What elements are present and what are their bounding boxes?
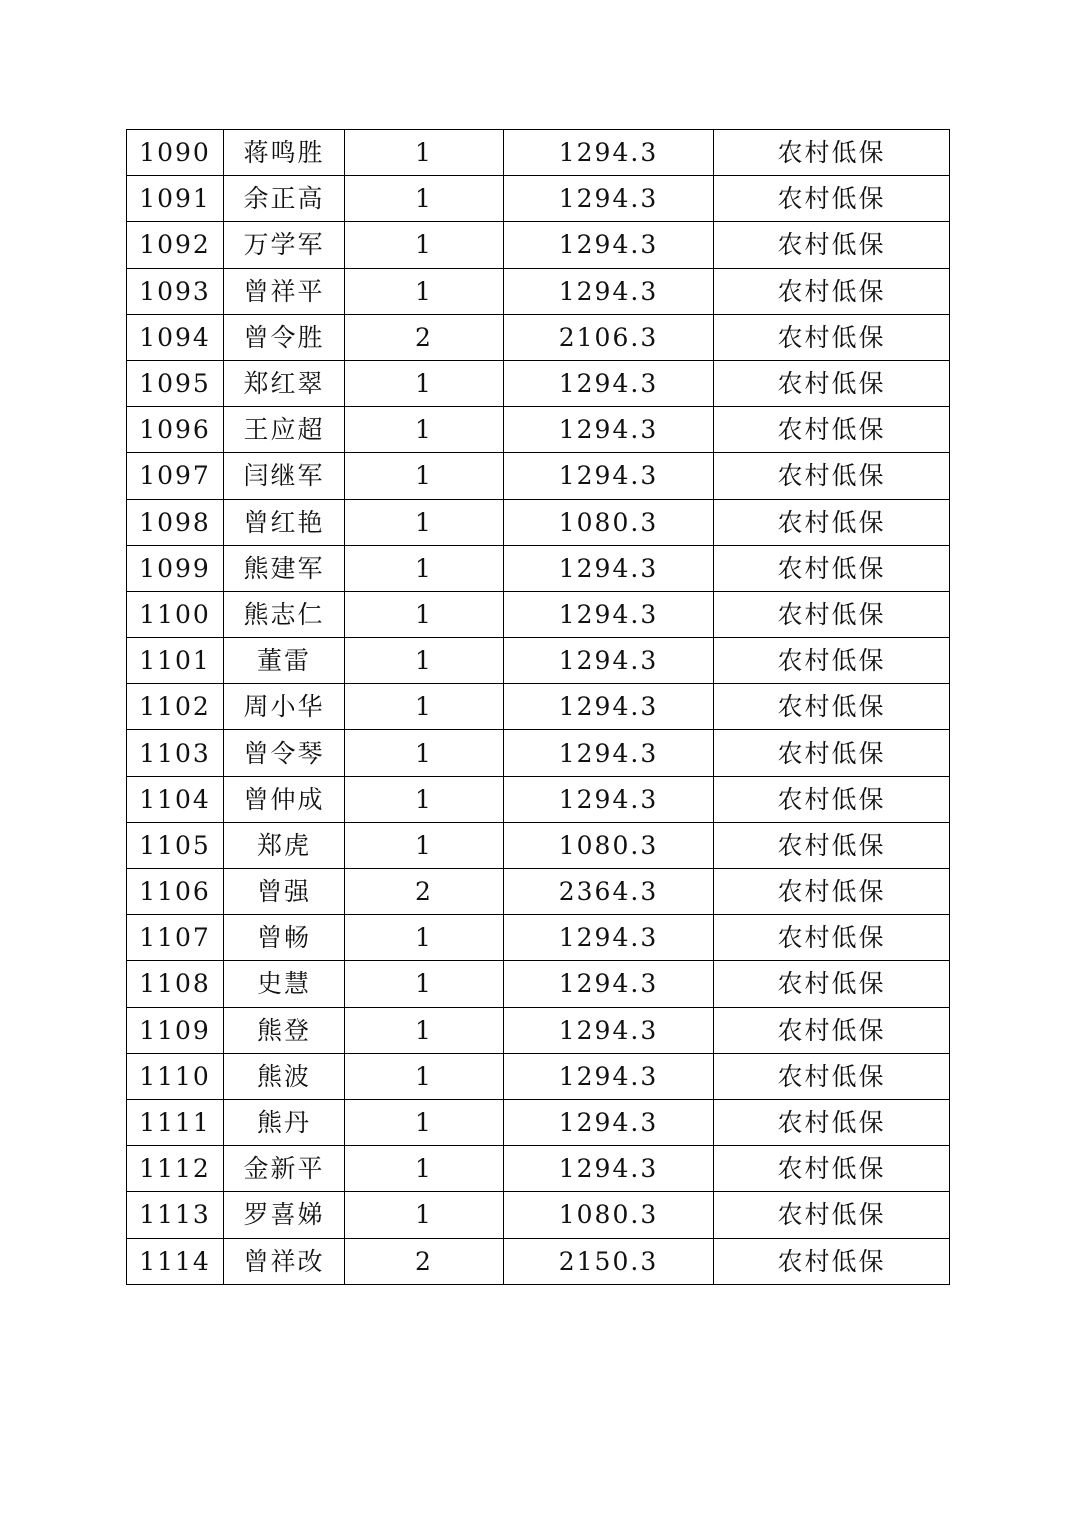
cell-number: 1113	[127, 1192, 224, 1238]
cell-amount: 1294.3	[504, 1053, 714, 1099]
cell-household-count: 1	[345, 360, 504, 406]
cell-household-count: 1	[345, 407, 504, 453]
cell-category: 农村低保	[714, 1192, 950, 1238]
cell-number: 1091	[127, 176, 224, 222]
cell-amount: 1080.3	[504, 499, 714, 545]
cell-household-count: 1	[345, 1099, 504, 1145]
cell-amount: 1294.3	[504, 176, 714, 222]
cell-household-count: 2	[345, 1238, 504, 1284]
cell-amount: 1294.3	[504, 545, 714, 591]
cell-number: 1097	[127, 453, 224, 499]
cell-category: 农村低保	[714, 822, 950, 868]
table-row	[127, 961, 950, 1007]
cell-name: 曾畅	[224, 915, 345, 961]
cell-category: 农村低保	[714, 730, 950, 776]
cell-category: 农村低保	[714, 360, 950, 406]
table-row	[127, 314, 950, 360]
table-row	[127, 1053, 950, 1099]
table-body	[127, 130, 950, 1285]
cell-number: 1112	[127, 1146, 224, 1192]
table-row	[127, 1192, 950, 1238]
cell-number: 1114	[127, 1238, 224, 1284]
cell-category: 农村低保	[714, 314, 950, 360]
cell-household-count: 1	[345, 915, 504, 961]
cell-name: 熊登	[224, 1007, 345, 1053]
cell-name: 熊建军	[224, 545, 345, 591]
cell-number: 1106	[127, 869, 224, 915]
cell-number: 1101	[127, 638, 224, 684]
cell-household-count: 1	[345, 961, 504, 1007]
cell-amount: 2150.3	[504, 1238, 714, 1284]
table-row	[127, 1099, 950, 1145]
cell-household-count: 1	[345, 591, 504, 637]
table-row	[127, 730, 950, 776]
cell-number: 1100	[127, 591, 224, 637]
cell-number: 1099	[127, 545, 224, 591]
cell-category: 农村低保	[714, 591, 950, 637]
cell-amount: 1294.3	[504, 776, 714, 822]
cell-amount: 1294.3	[504, 453, 714, 499]
cell-name: 曾祥平	[224, 268, 345, 314]
table-row	[127, 130, 950, 176]
cell-category: 农村低保	[714, 407, 950, 453]
cell-category: 农村低保	[714, 499, 950, 545]
cell-number: 1090	[127, 130, 224, 176]
cell-name: 曾红艳	[224, 499, 345, 545]
cell-amount: 1294.3	[504, 407, 714, 453]
cell-number: 1098	[127, 499, 224, 545]
cell-number: 1094	[127, 314, 224, 360]
table-row	[127, 1007, 950, 1053]
cell-name: 熊波	[224, 1053, 345, 1099]
cell-category: 农村低保	[714, 1053, 950, 1099]
cell-category: 农村低保	[714, 268, 950, 314]
cell-household-count: 1	[345, 499, 504, 545]
table-row	[127, 407, 950, 453]
cell-amount: 1294.3	[504, 1146, 714, 1192]
cell-name: 王应超	[224, 407, 345, 453]
cell-category: 农村低保	[714, 453, 950, 499]
cell-amount: 1294.3	[504, 684, 714, 730]
cell-amount: 1294.3	[504, 1007, 714, 1053]
cell-household-count: 1	[345, 730, 504, 776]
table-row	[127, 499, 950, 545]
cell-household-count: 1	[345, 822, 504, 868]
cell-household-count: 1	[345, 638, 504, 684]
table-row	[127, 1238, 950, 1284]
cell-number: 1109	[127, 1007, 224, 1053]
cell-name: 郑红翠	[224, 360, 345, 406]
cell-number: 1108	[127, 961, 224, 1007]
table-row	[127, 591, 950, 637]
cell-number: 1095	[127, 360, 224, 406]
cell-category: 农村低保	[714, 869, 950, 915]
cell-name: 罗喜娣	[224, 1192, 345, 1238]
cell-number: 1107	[127, 915, 224, 961]
cell-name: 董雷	[224, 638, 345, 684]
cell-number: 1093	[127, 268, 224, 314]
cell-amount: 2364.3	[504, 869, 714, 915]
cell-amount: 1294.3	[504, 360, 714, 406]
cell-name: 曾令琴	[224, 730, 345, 776]
cell-name: 蒋鸣胜	[224, 130, 345, 176]
cell-name: 闫继军	[224, 453, 345, 499]
cell-household-count: 1	[345, 268, 504, 314]
cell-amount: 1294.3	[504, 1099, 714, 1145]
cell-category: 农村低保	[714, 176, 950, 222]
cell-amount: 1294.3	[504, 222, 714, 268]
cell-household-count: 2	[345, 314, 504, 360]
cell-name: 史慧	[224, 961, 345, 1007]
cell-household-count: 1	[345, 1007, 504, 1053]
cell-household-count: 1	[345, 545, 504, 591]
cell-category: 农村低保	[714, 1007, 950, 1053]
cell-amount: 1294.3	[504, 638, 714, 684]
cell-category: 农村低保	[714, 1146, 950, 1192]
cell-name: 熊丹	[224, 1099, 345, 1145]
table-row	[127, 176, 950, 222]
cell-amount: 1294.3	[504, 915, 714, 961]
cell-household-count: 1	[345, 453, 504, 499]
cell-amount: 2106.3	[504, 314, 714, 360]
table-row	[127, 268, 950, 314]
cell-category: 农村低保	[714, 130, 950, 176]
cell-household-count: 1	[345, 684, 504, 730]
cell-category: 农村低保	[714, 776, 950, 822]
cell-number: 1092	[127, 222, 224, 268]
cell-amount: 1294.3	[504, 961, 714, 1007]
cell-category: 农村低保	[714, 684, 950, 730]
cell-number: 1111	[127, 1099, 224, 1145]
cell-category: 农村低保	[714, 915, 950, 961]
cell-household-count: 1	[345, 176, 504, 222]
table-row	[127, 684, 950, 730]
cell-household-count: 1	[345, 776, 504, 822]
cell-category: 农村低保	[714, 1238, 950, 1284]
cell-household-count: 1	[345, 222, 504, 268]
cell-name: 熊志仁	[224, 591, 345, 637]
cell-name: 周小华	[224, 684, 345, 730]
cell-household-count: 1	[345, 130, 504, 176]
cell-number: 1102	[127, 684, 224, 730]
cell-household-count: 2	[345, 869, 504, 915]
table-row	[127, 545, 950, 591]
table-row	[127, 1146, 950, 1192]
cell-name: 金新平	[224, 1146, 345, 1192]
cell-amount: 1080.3	[504, 822, 714, 868]
cell-name: 曾令胜	[224, 314, 345, 360]
table-row	[127, 869, 950, 915]
table-row	[127, 776, 950, 822]
cell-household-count: 1	[345, 1053, 504, 1099]
cell-amount: 1294.3	[504, 591, 714, 637]
cell-amount: 1294.3	[504, 130, 714, 176]
table-row	[127, 453, 950, 499]
cell-name: 曾仲成	[224, 776, 345, 822]
cell-name: 曾强	[224, 869, 345, 915]
table-row	[127, 915, 950, 961]
table-row	[127, 638, 950, 684]
cell-household-count: 1	[345, 1146, 504, 1192]
cell-category: 农村低保	[714, 1099, 950, 1145]
cell-name: 曾祥改	[224, 1238, 345, 1284]
cell-amount: 1294.3	[504, 730, 714, 776]
cell-household-count: 1	[345, 1192, 504, 1238]
cell-category: 农村低保	[714, 638, 950, 684]
cell-number: 1105	[127, 822, 224, 868]
cell-category: 农村低保	[714, 222, 950, 268]
cell-name: 余正高	[224, 176, 345, 222]
table-row	[127, 822, 950, 868]
cell-category: 农村低保	[714, 545, 950, 591]
cell-name: 郑虎	[224, 822, 345, 868]
table-row	[127, 360, 950, 406]
cell-number: 1110	[127, 1053, 224, 1099]
allowance-table	[126, 129, 950, 1285]
cell-number: 1096	[127, 407, 224, 453]
cell-name: 万学军	[224, 222, 345, 268]
cell-amount: 1080.3	[504, 1192, 714, 1238]
cell-number: 1104	[127, 776, 224, 822]
cell-number: 1103	[127, 730, 224, 776]
table-row	[127, 222, 950, 268]
cell-amount: 1294.3	[504, 268, 714, 314]
cell-category: 农村低保	[714, 961, 950, 1007]
